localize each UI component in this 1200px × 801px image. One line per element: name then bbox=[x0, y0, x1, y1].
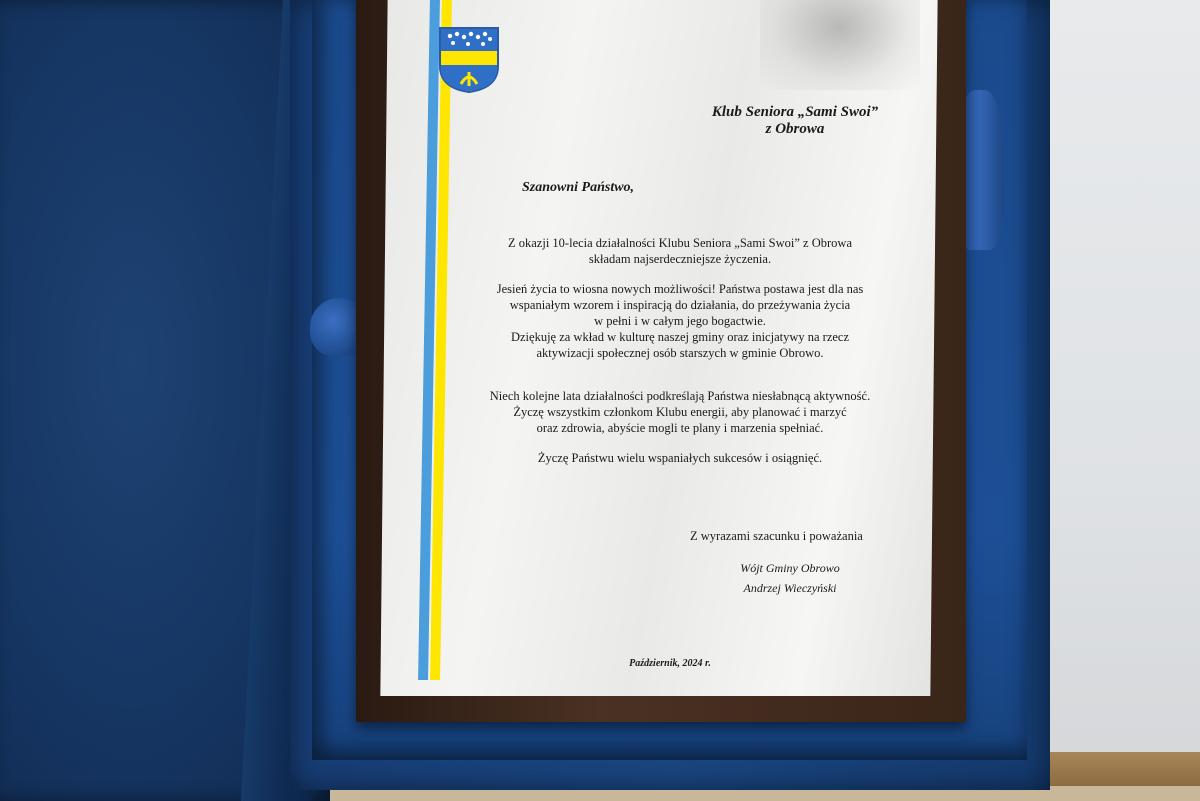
paragraph-line: aktywizacji społecznej osób starszych w gminie Obrowo. bbox=[536, 346, 824, 360]
paragraph-line: w pełni i w całym jego bogactwie. bbox=[594, 314, 766, 328]
paragraph-autumn-of-life bbox=[470, 281, 890, 361]
signature-title: Wójt Gminy Obrowo bbox=[740, 561, 840, 575]
club-title bbox=[660, 104, 930, 138]
closing-line: Z wyrazami szacunku i poważania bbox=[690, 529, 863, 543]
greeting: Szanowni Państwo, bbox=[522, 180, 635, 195]
paragraph-line: Życzę wszystkim członkom Klubu energii, aby planować i marzyć bbox=[513, 405, 847, 419]
paragraph-line: składam najserdeczniejsze życzenia. bbox=[588, 252, 772, 266]
paragraph-line: Dziękuję za wkład w kulturę naszej gminy oraz inicjatywy na rzecz bbox=[510, 330, 850, 344]
paragraph-success: Życzę Państwu wielu wspaniałych sukcesów i osiągnięć. bbox=[537, 451, 823, 465]
letter-date: Październik, 2024 r. bbox=[629, 658, 711, 669]
paragraph-anniversary bbox=[470, 235, 890, 267]
paragraph-line: oraz zdrowia, abyście mogli te plany i marzenia spełniać. bbox=[536, 421, 824, 435]
coat-of-arms-icon bbox=[438, 26, 500, 94]
table-surface bbox=[1040, 0, 1200, 801]
paragraph-line: Z okazji 10-lecia działalności Klubu Seniora „Sami Swoi” z Obrowa bbox=[508, 236, 852, 250]
paragraph-line: Jesień życia to wiosna nowych możliwości! Państwa postawa jest dla nas bbox=[496, 282, 864, 296]
paragraph-line: Niech kolejne lata działalności podkreślają Państwa niesłabnącą aktywność. bbox=[489, 389, 871, 403]
paragraph-line: wspaniałym wzorem i inspiracją do działania, do przeżywania życia bbox=[509, 298, 851, 312]
plaque-glare bbox=[760, 0, 920, 90]
paragraph-wishes bbox=[470, 388, 890, 436]
table-edge bbox=[1040, 752, 1200, 786]
club-title-line2: z Obrowa bbox=[765, 121, 825, 137]
club-title-line1: Klub Seniora „Sami Swoi” bbox=[711, 104, 879, 120]
signature-name: Andrzej Wieczyński bbox=[743, 581, 837, 595]
